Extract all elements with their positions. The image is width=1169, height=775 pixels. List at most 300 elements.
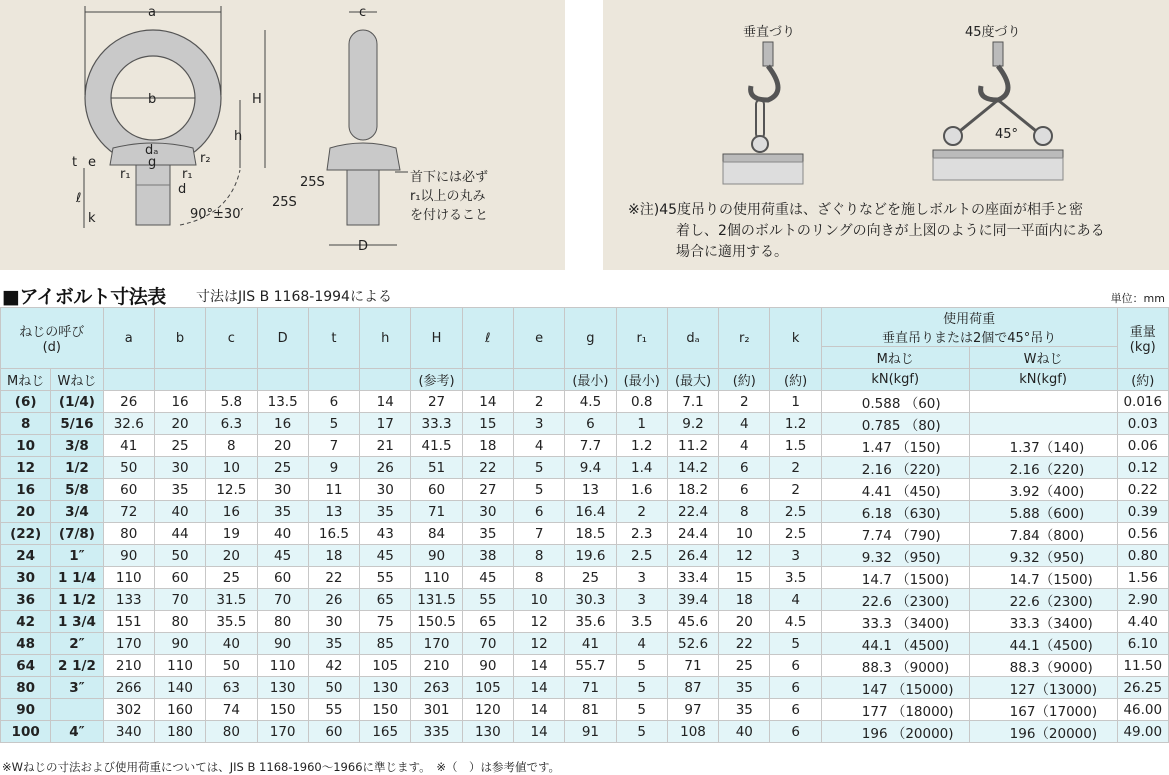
cell-c: 40 [206, 633, 257, 655]
cell-wt: 0.12 [1117, 457, 1168, 479]
cell-g: 25 [565, 567, 616, 589]
cell-lm: 9.32 （950) [821, 545, 969, 567]
cell-a: 133 [103, 589, 154, 611]
cell-da: 71 [667, 655, 718, 677]
header-r2-sub: (約) [719, 369, 770, 391]
dim-g-label: g [148, 155, 157, 170]
cell-lm: 196 （20000) [821, 721, 969, 743]
cell-wt: 0.80 [1117, 545, 1168, 567]
header-da: dₐ [667, 308, 718, 369]
cell-r2: 18 [719, 589, 770, 611]
cell-w [51, 699, 103, 721]
dim-d-label: d [178, 182, 187, 197]
dim-r2-label: r₂ [200, 151, 211, 166]
header-w: Wねじ [51, 369, 103, 391]
cell-c: 50 [206, 655, 257, 677]
cell-b: 40 [154, 501, 205, 523]
cell-lw: 5.88（600) [969, 501, 1117, 523]
dim-t-label: t [72, 155, 78, 170]
cell-lw: 3.92（400) [969, 479, 1117, 501]
cell-c: 19 [206, 523, 257, 545]
cell-k: 1.2 [770, 413, 821, 435]
cell-l: 70 [462, 633, 513, 655]
header-load-m: Mねじ [821, 347, 969, 369]
cell-r1: 5 [616, 721, 667, 743]
cell-t: 18 [308, 545, 359, 567]
cell-lm: 0.588 （60) [821, 391, 969, 413]
cell-lw: 127（13000) [969, 677, 1117, 699]
table-row [1, 501, 1169, 523]
footnote: ※Wねじの寸法および使用荷重については、JIS B 1168-1960～1966に準じます。 ※（ ）は参考値です。 [2, 760, 561, 774]
cell-e: 14 [513, 655, 564, 677]
cell-D: 130 [257, 677, 308, 699]
cell-lw [969, 413, 1117, 435]
cell-c: 25 [206, 567, 257, 589]
cell-lm: 0.785 （80) [821, 413, 969, 435]
table-row [1, 391, 1169, 413]
cell-l: 38 [462, 545, 513, 567]
cell-a: 50 [103, 457, 154, 479]
cell-w: (1/4) [51, 391, 103, 413]
header-kn-m: kN(kgf) [821, 369, 969, 391]
cell-D: 110 [257, 655, 308, 677]
note-line2: 着し、2個のボルトのリングの向きが上図のように同一平面内にある [676, 223, 1105, 239]
cell-da: 9.2 [667, 413, 718, 435]
cell-m: 36 [1, 589, 51, 611]
cell-D: 170 [257, 721, 308, 743]
cell-w: 3″ [51, 677, 103, 699]
header-H-sub: (参考) [411, 369, 462, 391]
cell-e: 14 [513, 721, 564, 743]
cell-r1: 2.5 [616, 545, 667, 567]
cell-m: 30 [1, 567, 51, 589]
cell-lm: 4.41 （450) [821, 479, 969, 501]
cell-c: 12.5 [206, 479, 257, 501]
cell-a: 80 [103, 523, 154, 545]
cell-e: 5 [513, 479, 564, 501]
cell-h: 75 [360, 611, 411, 633]
cell-da: 108 [667, 721, 718, 743]
cell-H: 263 [411, 677, 462, 699]
cell-k: 2 [770, 479, 821, 501]
cell-k: 6 [770, 655, 821, 677]
header-m: Mねじ [1, 369, 51, 391]
cell-lw: 7.84（800) [969, 523, 1117, 545]
header-kn-w: kN(kgf) [969, 369, 1117, 391]
vertical-lift-label: 垂直づり [743, 25, 796, 40]
dim-r1b-label: r₁ [182, 167, 193, 182]
cell-lm: 14.7 （1500) [821, 567, 969, 589]
cell-lm: 2.16 （220) [821, 457, 969, 479]
cell-wt: 0.39 [1117, 501, 1168, 523]
table-row [1, 721, 1169, 743]
cell-m: 80 [1, 677, 51, 699]
cell-k: 6 [770, 699, 821, 721]
cell-g: 81 [565, 699, 616, 721]
cell-e: 3 [513, 413, 564, 435]
cell-a: 151 [103, 611, 154, 633]
dim-da-label: dₐ [145, 143, 159, 158]
cell-a: 266 [103, 677, 154, 699]
header-b: b [154, 308, 205, 369]
cell-k: 3.5 [770, 567, 821, 589]
cell-b: 25 [154, 435, 205, 457]
header-g-sub: (最小) [565, 369, 616, 391]
cell-c: 80 [206, 721, 257, 743]
cell-c: 63 [206, 677, 257, 699]
cell-b: 90 [154, 633, 205, 655]
cell-D: 90 [257, 633, 308, 655]
cell-da: 97 [667, 699, 718, 721]
header-t: t [308, 308, 359, 369]
cell-H: 301 [411, 699, 462, 721]
cell-H: 170 [411, 633, 462, 655]
cell-da: 24.4 [667, 523, 718, 545]
cell-k: 6 [770, 677, 821, 699]
cell-wt: 26.25 [1117, 677, 1168, 699]
cell-l: 35 [462, 523, 513, 545]
cell-k: 4 [770, 589, 821, 611]
cell-a: 41 [103, 435, 154, 457]
callout-line3: を付けること [410, 208, 489, 223]
cell-da: 26.4 [667, 545, 718, 567]
cell-r2: 10 [719, 523, 770, 545]
cell-c: 74 [206, 699, 257, 721]
header-g: g [565, 308, 616, 369]
cell-wt: 6.10 [1117, 633, 1168, 655]
cell-k: 2.5 [770, 523, 821, 545]
cell-lw: 88.3（9000) [969, 655, 1117, 677]
dim-k-label: k [88, 211, 96, 226]
cell-H: 90 [411, 545, 462, 567]
cell-t: 11 [308, 479, 359, 501]
cell-m: 48 [1, 633, 51, 655]
dim-l-label: ℓ [76, 191, 82, 206]
table-row [1, 633, 1169, 655]
cell-t: 30 [308, 611, 359, 633]
cell-h: 35 [360, 501, 411, 523]
cell-wt: 0.03 [1117, 413, 1168, 435]
table-body [1, 391, 1169, 743]
cell-g: 9.4 [565, 457, 616, 479]
cell-a: 302 [103, 699, 154, 721]
cell-g: 55.7 [565, 655, 616, 677]
cell-h: 30 [360, 479, 411, 501]
cell-h: 21 [360, 435, 411, 457]
cell-H: 51 [411, 457, 462, 479]
cell-w: 1 1/2 [51, 589, 103, 611]
note-line3: 場合に適用する。 [676, 244, 788, 260]
cell-b: 60 [154, 567, 205, 589]
cell-lw: 14.7（1500) [969, 567, 1117, 589]
header-D: D [257, 308, 308, 369]
table-row [1, 567, 1169, 589]
cell-t: 9 [308, 457, 359, 479]
cell-l: 30 [462, 501, 513, 523]
cell-c: 5.8 [206, 391, 257, 413]
cell-da: 22.4 [667, 501, 718, 523]
cell-k: 6 [770, 721, 821, 743]
cell-k: 3 [770, 545, 821, 567]
cell-r1: 2.3 [616, 523, 667, 545]
cell-l: 130 [462, 721, 513, 743]
cell-c: 16 [206, 501, 257, 523]
cell-b: 50 [154, 545, 205, 567]
table-title: ■アイボルト寸法表 [2, 286, 166, 308]
cell-h: 43 [360, 523, 411, 545]
cell-g: 6 [565, 413, 616, 435]
cell-l: 90 [462, 655, 513, 677]
cell-r2: 15 [719, 567, 770, 589]
header-r1-sub: (最小) [616, 369, 667, 391]
dim-e-label: e [88, 155, 96, 170]
cell-H: 335 [411, 721, 462, 743]
lifting-drawing [603, 0, 1169, 200]
cell-r2: 2 [719, 391, 770, 413]
cell-m: 8 [1, 413, 51, 435]
cell-r1: 3 [616, 589, 667, 611]
cell-m: 16 [1, 479, 51, 501]
cell-w: 2 1/2 [51, 655, 103, 677]
cell-lw: 167（17000) [969, 699, 1117, 721]
cell-H: 150.5 [411, 611, 462, 633]
cell-c: 20 [206, 545, 257, 567]
cell-t: 13 [308, 501, 359, 523]
cell-wt: 2.90 [1117, 589, 1168, 611]
table-row [1, 457, 1169, 479]
cell-r1: 0.8 [616, 391, 667, 413]
cell-a: 26 [103, 391, 154, 413]
cell-D: 60 [257, 567, 308, 589]
cell-wt: 0.06 [1117, 435, 1168, 457]
cell-r1: 1.6 [616, 479, 667, 501]
cell-lm: 33.3 （3400) [821, 611, 969, 633]
cell-m: 100 [1, 721, 51, 743]
cell-wt: 46.00 [1117, 699, 1168, 721]
cell-k: 5 [770, 633, 821, 655]
cell-w: 5/8 [51, 479, 103, 501]
cell-b: 20 [154, 413, 205, 435]
dim-c-label: c [359, 5, 367, 20]
cell-b: 180 [154, 721, 205, 743]
cell-t: 22 [308, 567, 359, 589]
table-subtitle: 寸法はJIS B 1168-1994による [196, 289, 392, 305]
cell-lm: 177 （18000) [821, 699, 969, 721]
cell-lw: 1.37（140) [969, 435, 1117, 457]
cell-lm: 147 （15000) [821, 677, 969, 699]
cell-g: 41 [565, 633, 616, 655]
cell-D: 150 [257, 699, 308, 721]
cell-h: 65 [360, 589, 411, 611]
cell-k: 2 [770, 457, 821, 479]
cell-lm: 44.1 （4500) [821, 633, 969, 655]
cell-c: 8 [206, 435, 257, 457]
cell-m: 10 [1, 435, 51, 457]
cell-g: 4.5 [565, 391, 616, 413]
cell-D: 25 [257, 457, 308, 479]
header-c: c [206, 308, 257, 369]
cell-wt: 11.50 [1117, 655, 1168, 677]
cell-r1: 4 [616, 633, 667, 655]
cell-l: 120 [462, 699, 513, 721]
cell-k: 1 [770, 391, 821, 413]
cell-h: 17 [360, 413, 411, 435]
cell-t: 16.5 [308, 523, 359, 545]
cell-t: 50 [308, 677, 359, 699]
cell-e: 14 [513, 677, 564, 699]
cell-lw: 44.1（4500) [969, 633, 1117, 655]
cell-b: 160 [154, 699, 205, 721]
cell-e: 8 [513, 567, 564, 589]
cell-D: 70 [257, 589, 308, 611]
cell-da: 7.1 [667, 391, 718, 413]
cell-lw: 33.3（3400) [969, 611, 1117, 633]
cell-h: 26 [360, 457, 411, 479]
cell-r2: 6 [719, 457, 770, 479]
table-row [1, 589, 1169, 611]
cell-D: 20 [257, 435, 308, 457]
cell-e: 4 [513, 435, 564, 457]
cell-c: 31.5 [206, 589, 257, 611]
cell-e: 7 [513, 523, 564, 545]
header-weight: 重量 (kg) [1117, 308, 1168, 369]
cell-g: 91 [565, 721, 616, 743]
cell-r2: 22 [719, 633, 770, 655]
table-row [1, 545, 1169, 567]
cell-h: 165 [360, 721, 411, 743]
cell-D: 13.5 [257, 391, 308, 413]
cell-a: 170 [103, 633, 154, 655]
cell-r1: 1.4 [616, 457, 667, 479]
cell-h: 14 [360, 391, 411, 413]
cell-t: 60 [308, 721, 359, 743]
cell-r1: 3 [616, 567, 667, 589]
eyebolt-dimension-table [0, 307, 1169, 743]
cell-lm: 7.74 （790) [821, 523, 969, 545]
cell-w: 3/8 [51, 435, 103, 457]
cell-l: 45 [462, 567, 513, 589]
cell-r1: 5 [616, 699, 667, 721]
cell-t: 5 [308, 413, 359, 435]
cell-l: 55 [462, 589, 513, 611]
cell-D: 80 [257, 611, 308, 633]
lifting-note [628, 200, 1158, 263]
cell-a: 110 [103, 567, 154, 589]
cell-r1: 5 [616, 655, 667, 677]
cell-da: 52.6 [667, 633, 718, 655]
cell-e: 14 [513, 699, 564, 721]
surface-25s-b: 25S [272, 195, 297, 210]
header-screw: ねじの呼び (d) [1, 308, 104, 369]
cell-D: 16 [257, 413, 308, 435]
cell-l: 18 [462, 435, 513, 457]
cell-c: 10 [206, 457, 257, 479]
cell-h: 150 [360, 699, 411, 721]
dim-angle-label: 90°±30′ [190, 207, 244, 222]
cell-H: 60 [411, 479, 462, 501]
cell-r1: 1 [616, 413, 667, 435]
cell-k: 1.5 [770, 435, 821, 457]
cell-wt: 0.016 [1117, 391, 1168, 413]
cell-e: 6 [513, 501, 564, 523]
cell-g: 16.4 [565, 501, 616, 523]
cell-H: 84 [411, 523, 462, 545]
cell-D: 35 [257, 501, 308, 523]
cell-m: 24 [1, 545, 51, 567]
cell-h: 55 [360, 567, 411, 589]
cell-r2: 8 [719, 501, 770, 523]
cell-b: 30 [154, 457, 205, 479]
cell-l: 105 [462, 677, 513, 699]
cell-w: 5/16 [51, 413, 103, 435]
cell-t: 35 [308, 633, 359, 655]
cell-m: (22) [1, 523, 51, 545]
cell-t: 7 [308, 435, 359, 457]
cell-lw: 22.6（2300) [969, 589, 1117, 611]
cell-h: 105 [360, 655, 411, 677]
cell-b: 80 [154, 611, 205, 633]
cell-b: 44 [154, 523, 205, 545]
cell-a: 72 [103, 501, 154, 523]
cell-H: 27 [411, 391, 462, 413]
cell-a: 60 [103, 479, 154, 501]
cell-lw [969, 391, 1117, 413]
cell-r1: 3.5 [616, 611, 667, 633]
eyebolt-dimension-diagram [0, 0, 565, 270]
table-row [1, 677, 1169, 699]
cell-w: 1/2 [51, 457, 103, 479]
cell-H: 131.5 [411, 589, 462, 611]
cell-lw: 196（20000) [969, 721, 1117, 743]
cell-h: 45 [360, 545, 411, 567]
cell-b: 140 [154, 677, 205, 699]
cell-b: 70 [154, 589, 205, 611]
dim-h-label: h [234, 129, 243, 144]
diagonal-lift-label: 45度づり [965, 25, 1021, 40]
cell-da: 87 [667, 677, 718, 699]
dim-r1a-label: r₁ [120, 167, 131, 182]
cell-g: 13 [565, 479, 616, 501]
cell-lm: 1.47 （150) [821, 435, 969, 457]
cell-wt: 4.40 [1117, 611, 1168, 633]
cell-t: 55 [308, 699, 359, 721]
cell-t: 6 [308, 391, 359, 413]
cell-e: 8 [513, 545, 564, 567]
cell-wt: 0.56 [1117, 523, 1168, 545]
cell-e: 2 [513, 391, 564, 413]
cell-l: 22 [462, 457, 513, 479]
cell-da: 18.2 [667, 479, 718, 501]
cell-wt: 49.00 [1117, 721, 1168, 743]
cell-m: 90 [1, 699, 51, 721]
cell-k: 4.5 [770, 611, 821, 633]
cell-r2: 35 [719, 677, 770, 699]
cell-b: 35 [154, 479, 205, 501]
callout-line1: 首下には必ず [410, 170, 489, 185]
header-load: 使用荷重 垂直吊りまたは2個で45°吊り [821, 308, 1117, 347]
table-row [1, 699, 1169, 721]
cell-r2: 35 [719, 699, 770, 721]
cell-H: 110 [411, 567, 462, 589]
cell-a: 340 [103, 721, 154, 743]
cell-H: 71 [411, 501, 462, 523]
cell-e: 12 [513, 633, 564, 655]
cell-r2: 4 [719, 413, 770, 435]
cell-r2: 20 [719, 611, 770, 633]
cell-r1: 2 [616, 501, 667, 523]
cell-r2: 40 [719, 721, 770, 743]
cell-lw: 9.32（950) [969, 545, 1117, 567]
